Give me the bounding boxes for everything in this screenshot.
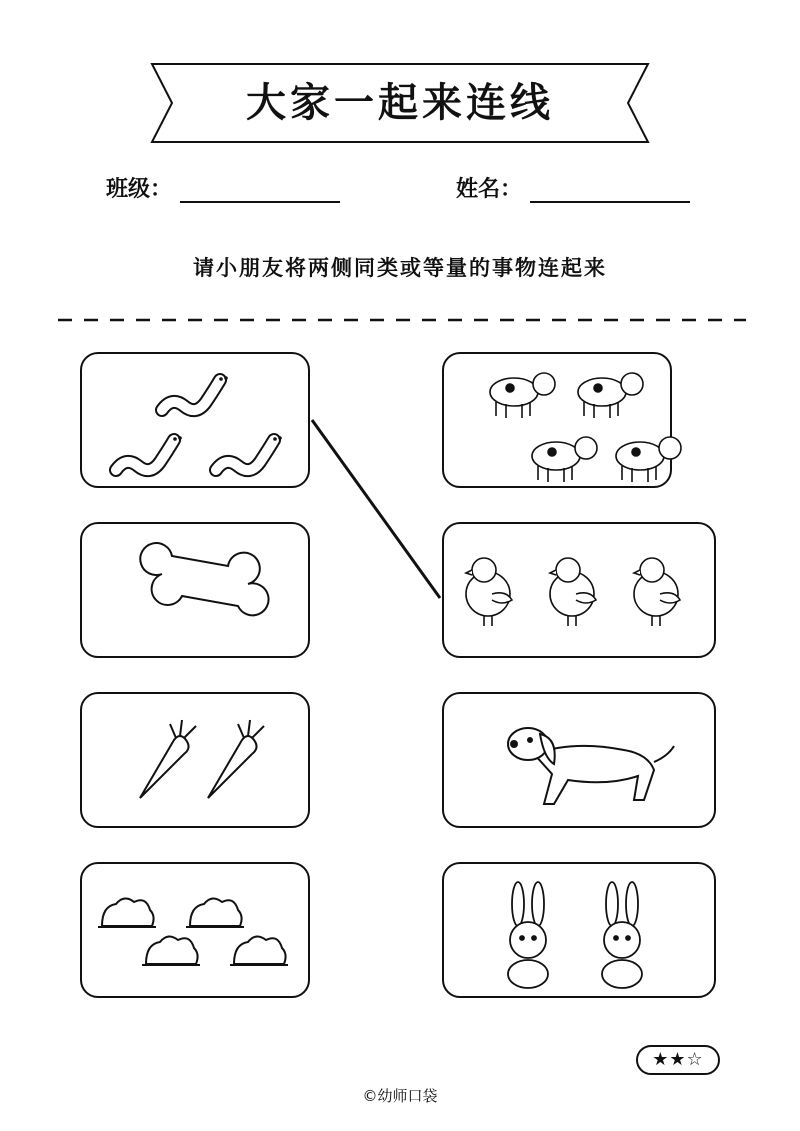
name-blank-line[interactable] [530,175,690,203]
grass-icon [82,864,312,1000]
rabbit-icon [444,864,718,1000]
worm-icon [82,354,312,490]
left-card-3[interactable] [80,692,310,828]
right-card-2[interactable] [442,522,716,658]
dog-icon [444,694,718,830]
left-card-4[interactable] [80,862,310,998]
title-banner [150,62,650,144]
name-field [456,172,690,203]
dashed-divider [58,318,746,322]
class-label: 班级： [106,177,173,202]
chick-icon [444,524,718,660]
name-label: 姓名： [456,177,523,202]
left-card-1[interactable] [80,352,310,488]
copyright-text: ©幼师口袋 [362,1087,438,1105]
class-blank-line[interactable] [180,175,340,203]
left-card-2[interactable] [80,522,310,658]
bone-icon [82,524,312,660]
right-card-1[interactable] [442,352,672,488]
difficulty-stars: ★★☆ [636,1045,720,1075]
cow-icon [444,354,718,490]
instruction-text: 请小朋友将两侧同类或等量的事物连起来 [193,256,607,280]
class-field [106,172,340,203]
carrot-icon [82,694,312,830]
right-card-4[interactable] [442,862,716,998]
page-title: 大家一起来连线 [246,80,554,126]
right-card-3[interactable] [442,692,716,828]
